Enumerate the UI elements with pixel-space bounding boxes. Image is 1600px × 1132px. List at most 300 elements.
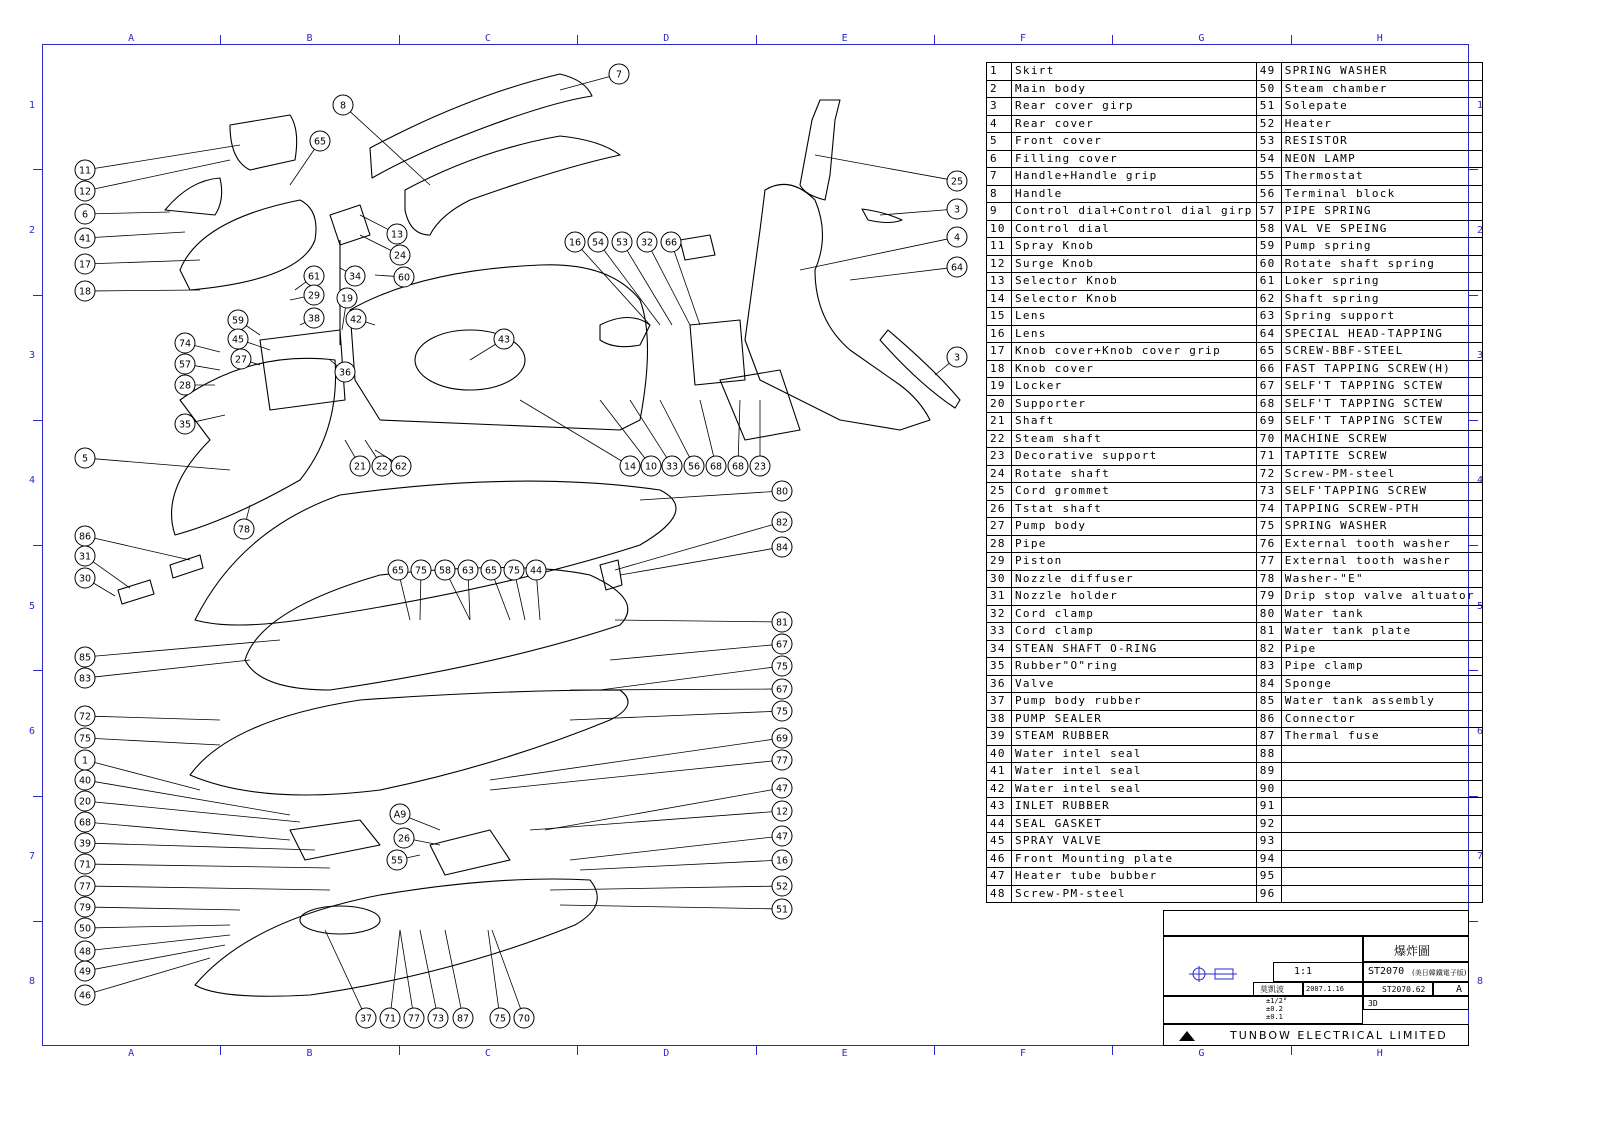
part-number: 46	[987, 850, 1012, 868]
callout-label: 65	[391, 565, 405, 577]
callout-label: 68	[731, 461, 745, 473]
leader-line	[95, 843, 315, 850]
zone-row-label: 1	[1476, 99, 1484, 111]
callout-bubble	[75, 750, 95, 770]
leader-line	[94, 583, 115, 596]
rear-cover-grip-small	[862, 209, 902, 223]
part-name: SELF'T TAPPING SCTEW	[1281, 413, 1482, 431]
part-number: 11	[987, 238, 1012, 256]
parts-row	[987, 220, 1483, 238]
leader-line	[490, 739, 772, 780]
part-number: 31	[987, 588, 1012, 606]
callout-label: 50	[78, 923, 92, 935]
leader-line	[550, 886, 772, 890]
part-name: Steam chamber	[1281, 80, 1482, 98]
parts-row	[987, 273, 1483, 291]
callout-label: 67	[775, 639, 789, 651]
parts-row	[987, 168, 1483, 186]
callout-bubble	[75, 647, 95, 667]
part-name	[1281, 763, 1482, 781]
callout-label: 20	[78, 796, 92, 808]
leader-line	[95, 160, 230, 189]
part-number: 89	[1256, 763, 1281, 781]
leader-line	[391, 930, 400, 1008]
leader-line	[815, 155, 947, 179]
water-tank-shape	[195, 481, 676, 625]
parts-row	[987, 150, 1483, 168]
part-number: 59	[1256, 238, 1281, 256]
soleplate-shape	[195, 879, 597, 996]
part-number: 53	[1256, 133, 1281, 151]
part-name	[1281, 850, 1482, 868]
leader-line	[516, 580, 525, 620]
leader-line	[290, 149, 314, 185]
callout-label: 40	[78, 775, 92, 787]
leader-line	[95, 945, 225, 969]
part-name: Decorative support	[1012, 448, 1257, 466]
zone-column-label: A	[128, 1048, 135, 1059]
leader-line	[366, 322, 375, 325]
part-name: Selector Knob	[1012, 273, 1257, 291]
zone-row-label: 7	[1476, 851, 1484, 863]
part-number: 83	[1256, 658, 1281, 676]
part-name: Spray Knob	[1012, 238, 1257, 256]
callout-label: 87	[456, 1013, 470, 1025]
callout-bubble	[684, 456, 704, 476]
part-name: Knob cover+Knob cover grip	[1012, 343, 1257, 361]
zone-row-label: 7	[28, 851, 36, 863]
callout-label: 47	[775, 831, 789, 843]
revision-area	[1163, 910, 1469, 936]
scale-value: 1:1	[1294, 966, 1313, 977]
part-number: 7	[987, 168, 1012, 186]
part-name: Solepate	[1281, 98, 1482, 116]
parts-row	[987, 483, 1483, 501]
part-name: Pipe	[1012, 535, 1257, 553]
callout-label: 56	[687, 461, 701, 473]
part-number: 72	[1256, 465, 1281, 483]
callout-label: 66	[664, 237, 678, 249]
company-name: TUNBOW ELECTRICAL LIMITED	[1230, 1029, 1448, 1042]
part-number: 12	[987, 255, 1012, 273]
part-name: Cord clamp	[1012, 605, 1257, 623]
3d-label: 3D	[1368, 999, 1378, 1008]
callout-label: 59	[231, 315, 245, 327]
callout-label: 68	[78, 817, 92, 829]
zone-row-label: 6	[1476, 725, 1484, 737]
parts-row	[987, 798, 1483, 816]
callout-bubble	[75, 254, 95, 274]
leader-line	[495, 579, 510, 620]
callout-label: 29	[307, 290, 321, 302]
parts-row	[987, 465, 1483, 483]
callout-bubble	[380, 1008, 400, 1028]
callout-bubble	[772, 778, 792, 798]
pipe-shape	[600, 560, 622, 590]
part-name: Lens	[1012, 325, 1257, 343]
part-name: Cord grommet	[1012, 483, 1257, 501]
zone-row-label: 2	[28, 224, 36, 236]
callout-label: 26	[397, 833, 411, 845]
leader-line	[850, 268, 947, 280]
part-number: 30	[987, 570, 1012, 588]
callout-bubble	[75, 985, 95, 1005]
callout-label: 23	[753, 461, 767, 473]
callout-label: 8	[339, 100, 347, 112]
part-name	[1281, 745, 1482, 763]
zone-column-label: G	[1198, 1048, 1205, 1059]
part-name: Supporter	[1012, 395, 1257, 413]
leader-line	[400, 930, 412, 1008]
zone-column-label: D	[663, 1048, 670, 1059]
callout-label: 30	[78, 573, 92, 585]
callout-bubble	[75, 568, 95, 588]
leader-line	[195, 345, 220, 352]
part-number: 1	[987, 63, 1012, 81]
zone-column-label: B	[306, 33, 313, 44]
callout-bubble	[772, 728, 792, 748]
zone-row-label: 4	[28, 475, 36, 487]
callout-bubble	[231, 349, 251, 369]
callout-bubble	[411, 560, 431, 580]
callout-bubble	[390, 804, 410, 824]
part-number: 48	[987, 885, 1012, 903]
callout-bubble	[772, 826, 792, 846]
callout-bubble	[458, 560, 478, 580]
part-name: NEON LAMP	[1281, 150, 1482, 168]
control-dial-shape	[330, 205, 370, 245]
callout-label: 77	[775, 755, 789, 767]
part-number: 69	[1256, 413, 1281, 431]
callout-label: 74	[178, 338, 192, 350]
leader-line	[360, 215, 388, 229]
part-name: Surge Knob	[1012, 255, 1257, 273]
callout-label: 71	[78, 859, 92, 871]
part-name: Pipe clamp	[1281, 658, 1482, 676]
projection-symbol-icon	[1189, 966, 1239, 982]
callout-label: 77	[78, 881, 92, 893]
leader-line	[600, 667, 772, 690]
leader-line	[300, 322, 305, 325]
part-name: FAST TAPPING SCREW(H)	[1281, 360, 1482, 378]
callout-bubble	[661, 232, 681, 252]
callout-bubble	[947, 199, 967, 219]
leader-line	[95, 925, 230, 928]
callout-bubble	[428, 1008, 448, 1028]
callout-label: 49	[78, 966, 92, 978]
leader-line	[93, 562, 130, 588]
part-number: 42	[987, 780, 1012, 798]
callout-label: 85	[78, 652, 92, 664]
part-name: Knob cover	[1012, 360, 1257, 378]
part-number: 24	[987, 465, 1012, 483]
zone-row-label: 8	[28, 976, 36, 988]
callout-bubble	[504, 560, 524, 580]
part-name: TAPPING SCREW-PTH	[1281, 500, 1482, 518]
leader-line	[95, 232, 185, 237]
part-number: 81	[1256, 623, 1281, 641]
callout-bubble	[304, 266, 324, 286]
parts-row	[987, 413, 1483, 431]
parts-row	[987, 325, 1483, 343]
leader-line	[95, 958, 210, 992]
tolerance-3: ±0.1	[1266, 1013, 1283, 1021]
callout-bubble	[772, 876, 792, 896]
zone-column-label: H	[1376, 33, 1383, 44]
parts-row	[987, 98, 1483, 116]
callout-label: 21	[353, 461, 367, 473]
callout-bubble	[75, 204, 95, 224]
zone-column-label: E	[841, 1048, 848, 1059]
scale-cell	[1273, 962, 1363, 982]
part-name: Lens	[1012, 308, 1257, 326]
zone-row-label: 6	[28, 725, 36, 737]
part-number: 60	[1256, 255, 1281, 273]
callout-label: 12	[775, 806, 789, 818]
callout-bubble	[388, 560, 408, 580]
callout-label: 14	[623, 461, 637, 473]
callout-label: 64	[950, 262, 964, 274]
terminal-block-shape	[690, 320, 745, 385]
callout-label: 73	[431, 1013, 445, 1025]
callout-label: 79	[78, 902, 92, 914]
callout-bubble	[75, 833, 95, 853]
callout-label: 19	[340, 293, 354, 305]
callout-bubble	[772, 801, 792, 821]
part-name	[1281, 815, 1482, 833]
part-name: Nozzle holder	[1012, 588, 1257, 606]
leader-line	[470, 344, 495, 360]
part-number: 57	[1256, 203, 1281, 221]
zone-column-label: A	[128, 33, 135, 44]
tolerance-1: ±1/2°	[1266, 997, 1288, 1005]
callout-label: 81	[775, 617, 789, 629]
leader-line	[95, 763, 200, 790]
callout-bubble	[75, 546, 95, 566]
callout-label: 48	[78, 946, 92, 958]
callout-label: 13	[390, 229, 404, 241]
callout-bubble	[346, 309, 366, 329]
leader-line	[530, 812, 772, 830]
part-name: Front Mounting plate	[1012, 850, 1257, 868]
part-name: Sponge	[1281, 675, 1482, 693]
part-number: 87	[1256, 728, 1281, 746]
callout-bubble	[772, 850, 792, 870]
part-name: INLET RUBBER	[1012, 798, 1257, 816]
part-number: 14	[987, 290, 1012, 308]
part-number: 61	[1256, 273, 1281, 291]
zone-column-label: F	[1020, 1048, 1027, 1059]
filling-cover-shape	[165, 178, 222, 215]
parts-row	[987, 430, 1483, 448]
part-number: 96	[1256, 885, 1281, 903]
part-name: SPECIAL HEAD-TAPPING	[1281, 325, 1482, 343]
callout-label: 16	[568, 237, 582, 249]
parts-row	[987, 80, 1483, 98]
callout-label: 3	[953, 352, 961, 364]
callout-bubble	[228, 310, 248, 330]
callout-bubble	[404, 1008, 424, 1028]
leader-line	[700, 400, 714, 456]
leader-line	[375, 275, 394, 276]
part-number: 67	[1256, 378, 1281, 396]
date-cell	[1303, 982, 1363, 996]
parts-row	[987, 133, 1483, 151]
callout-label: 42	[349, 314, 363, 326]
part-number: 5	[987, 133, 1012, 151]
connector-shape	[170, 555, 203, 578]
parts-row	[987, 343, 1483, 361]
zone-row-label: 8	[1476, 976, 1484, 988]
part-number: 78	[1256, 570, 1281, 588]
part-number: 17	[987, 343, 1012, 361]
leader-line	[492, 930, 521, 1009]
callout-bubble	[335, 362, 355, 382]
leader-line	[95, 782, 290, 815]
leader-line	[582, 249, 650, 325]
part-number: 65	[1256, 343, 1281, 361]
part-name: SPRING WASHER	[1281, 63, 1482, 81]
leader-line	[95, 660, 250, 677]
callout-label: 86	[78, 531, 92, 543]
leader-line	[95, 864, 330, 868]
part-name: Screw-PM-steel	[1012, 885, 1257, 903]
callout-label: 25	[950, 176, 964, 188]
parts-row	[987, 658, 1483, 676]
title-cell	[1363, 936, 1469, 962]
part-number: 66	[1256, 360, 1281, 378]
callout-bubble	[772, 679, 792, 699]
callout-bubble	[772, 481, 792, 501]
callout-bubble	[453, 1008, 473, 1028]
part-number: 3	[987, 98, 1012, 116]
part-number: 23	[987, 448, 1012, 466]
zone-column-label: G	[1198, 33, 1205, 44]
callout-label: 41	[78, 233, 92, 245]
callout-bubble	[75, 812, 95, 832]
part-number: 22	[987, 430, 1012, 448]
part-number: 45	[987, 833, 1012, 851]
callout-bubble	[175, 375, 195, 395]
part-name: Loker spring	[1281, 273, 1482, 291]
part-name: Water tank assembly	[1281, 693, 1482, 711]
part-number: 64	[1256, 325, 1281, 343]
part-name: PUMP SEALER	[1012, 710, 1257, 728]
callout-label: 84	[775, 542, 789, 554]
zone-row-label: 4	[1476, 475, 1484, 487]
part-name: STEAN SHAFT O-RING	[1012, 640, 1257, 658]
parts-row	[987, 605, 1483, 623]
callout-bubble	[947, 257, 967, 277]
leader-line	[570, 711, 772, 720]
part-name: Selector Knob	[1012, 290, 1257, 308]
leader-line	[95, 886, 330, 890]
part-name: Tstat shaft	[1012, 500, 1257, 518]
part-name: Control dial	[1012, 220, 1257, 238]
part-name: SCREW-BBF-STEEL	[1281, 343, 1482, 361]
part-name: Handle+Handle grip	[1012, 168, 1257, 186]
leader-line	[246, 326, 260, 335]
callout-label: 55	[390, 855, 404, 867]
parts-row	[987, 553, 1483, 571]
part-number: 25	[987, 483, 1012, 501]
callout-label: 35	[178, 419, 192, 431]
leader-line	[420, 930, 436, 1008]
leader-line	[325, 930, 362, 1009]
callout-label: 62	[394, 461, 408, 473]
zone-column-label: C	[484, 33, 491, 44]
water-tank-plate-shape	[245, 565, 628, 691]
leader-line	[195, 415, 225, 422]
callout-bubble	[333, 95, 353, 115]
callout-bubble	[75, 526, 95, 546]
leader-line	[615, 525, 772, 570]
company-cell	[1163, 1024, 1469, 1046]
callout-label: 80	[775, 486, 789, 498]
parts-row	[987, 833, 1483, 851]
leader-line	[95, 212, 170, 214]
parts-row	[987, 255, 1483, 273]
parts-list-table	[986, 62, 1483, 903]
callout-label: 10	[644, 461, 658, 473]
cord-grommet-shape	[800, 100, 840, 200]
part-name: Rear cover	[1012, 115, 1257, 133]
parts-row	[987, 185, 1483, 203]
leader-line	[95, 716, 220, 720]
part-name: Pump body rubber	[1012, 693, 1257, 711]
leader-line	[640, 492, 772, 500]
parts-row	[987, 868, 1483, 886]
leader-line	[330, 360, 337, 366]
callout-bubble	[75, 281, 95, 301]
part-number: 76	[1256, 535, 1281, 553]
steam-chamber-shape	[300, 906, 380, 934]
callout-bubble	[75, 854, 95, 874]
part-number: 94	[1256, 850, 1281, 868]
parts-row	[987, 203, 1483, 221]
zone-row-label: 5	[1476, 600, 1484, 612]
callout-label: 5	[81, 453, 89, 465]
signature-cell	[1253, 982, 1303, 996]
callout-bubble	[494, 329, 514, 349]
callout-bubble	[310, 131, 330, 151]
part-number: 74	[1256, 500, 1281, 518]
part-number: 62	[1256, 290, 1281, 308]
part-name: Thermal fuse	[1281, 728, 1482, 746]
leader-line	[652, 251, 690, 325]
part-name: Rubber"O"ring	[1012, 658, 1257, 676]
callout-label: 65	[313, 136, 327, 148]
part-name: SELF'T TAPPING SCTEW	[1281, 395, 1482, 413]
callout-label: 16	[775, 855, 789, 867]
part-number: 85	[1256, 693, 1281, 711]
callout-label: 68	[709, 461, 723, 473]
part-number: 92	[1256, 815, 1281, 833]
callout-bubble	[75, 668, 95, 688]
callout-bubble	[350, 456, 370, 476]
callout-bubble	[947, 347, 967, 367]
part-name: Steam shaft	[1012, 430, 1257, 448]
part-name: Water tank plate	[1281, 623, 1482, 641]
callout-bubble	[387, 850, 407, 870]
callout-bubble	[75, 876, 95, 896]
part-number: 4	[987, 115, 1012, 133]
part-name: Locker	[1012, 378, 1257, 396]
part-name: TAPTITE SCREW	[1281, 448, 1482, 466]
parts-row	[987, 728, 1483, 746]
callout-bubble	[772, 512, 792, 532]
callout-label: 78	[237, 524, 251, 536]
